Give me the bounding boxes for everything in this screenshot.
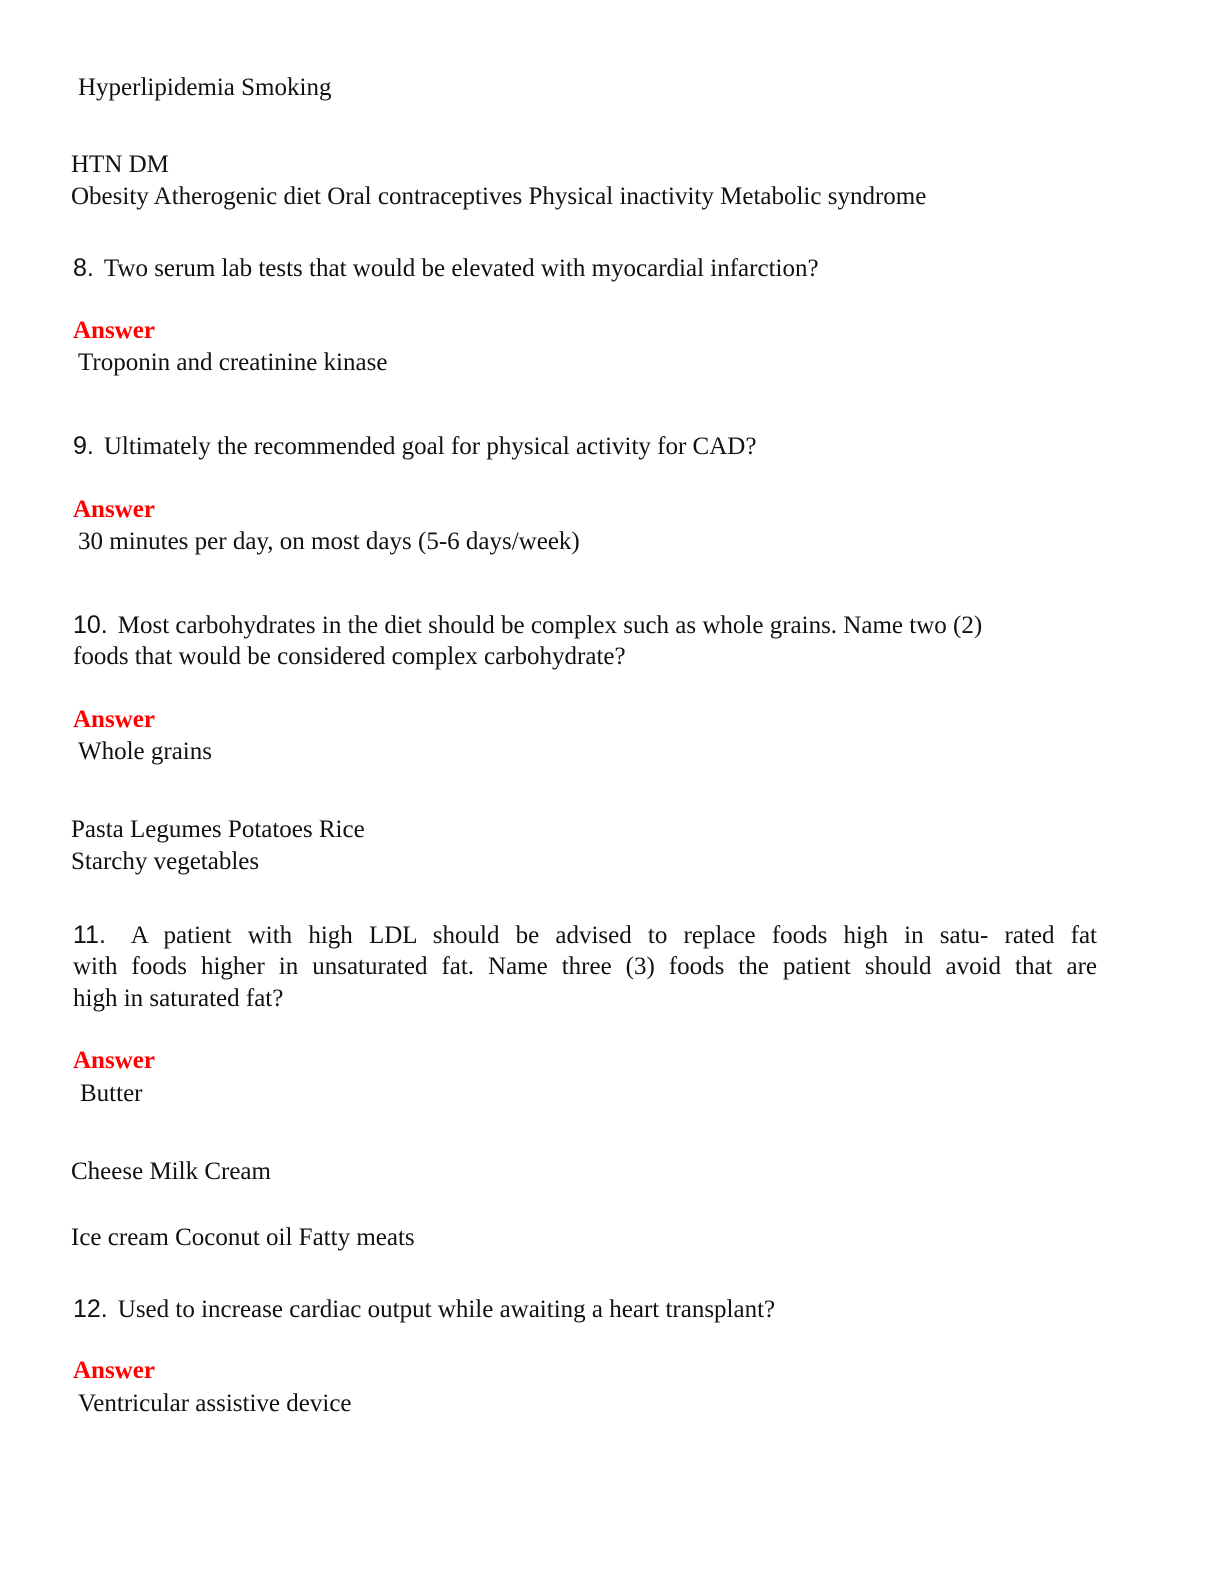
question-text: Two serum lab tests that would be elevated with myocardial infarction? — [103, 255, 819, 282]
question-12 — [73, 1293, 775, 1326]
answer-extra-line-2: Ice cream Coconut oil Fatty meats — [71, 1224, 415, 1251]
risk-factors-line-3: Obesity Atherogenic diet Oral contraceptives Physical inactivity Metabolic syndrome — [71, 183, 927, 210]
answer-text: Butter — [80, 1080, 143, 1107]
question-10-line-1 — [73, 609, 982, 642]
answer-label: Answer — [73, 1047, 155, 1074]
answer-extra-line-1: Cheese Milk Cream — [71, 1158, 271, 1185]
question-text: A patient with high LDL should be advised to replace foods high in satu- rated fat — [130, 922, 1097, 949]
question-number: 8. — [73, 254, 94, 282]
answer-extra-line-2: Starchy vegetables — [71, 848, 260, 875]
answer-text: Troponin and creatinine kinase — [78, 349, 388, 376]
question-number: 9. — [73, 432, 94, 460]
answer-label: Answer — [73, 496, 155, 523]
answer-label: Answer — [73, 1357, 155, 1384]
answer-text: Whole grains — [78, 738, 212, 765]
question-text: Ultimately the recommended goal for physical activity for CAD? — [103, 433, 757, 460]
answer-label: Answer — [73, 317, 155, 344]
question-number: 10. — [73, 611, 108, 639]
answer-extra-line-1: Pasta Legumes Potatoes Rice — [71, 816, 365, 843]
question-9 — [73, 430, 756, 463]
answer-label: Answer — [73, 706, 155, 733]
question-text: Used to increase cardiac output while awaiting a heart transplant? — [117, 1296, 776, 1323]
risk-factors-line-2: HTN DM — [71, 151, 169, 178]
question-11-line-1 — [73, 919, 1097, 952]
risk-factors-line-1: Hyperlipidemia Smoking — [78, 74, 332, 101]
question-number: 12. — [73, 1295, 108, 1323]
answer-text: Ventricular assistive device — [78, 1390, 352, 1417]
question-10-line-2: foods that would be considered complex carbohydrate? — [73, 643, 626, 670]
question-8 — [73, 252, 819, 285]
question-text: Most carbohydrates in the diet should be complex such as whole grains. Name two (2) — [117, 612, 983, 639]
answer-text: 30 minutes per day, on most days (5-6 days/week) — [78, 528, 580, 555]
question-11-line-2: with foods higher in unsaturated fat. Name three (3) foods the patient should avoid that are — [73, 953, 1097, 980]
question-11-line-3: high in saturated fat? — [73, 985, 284, 1012]
question-number: 11. — [73, 921, 106, 949]
